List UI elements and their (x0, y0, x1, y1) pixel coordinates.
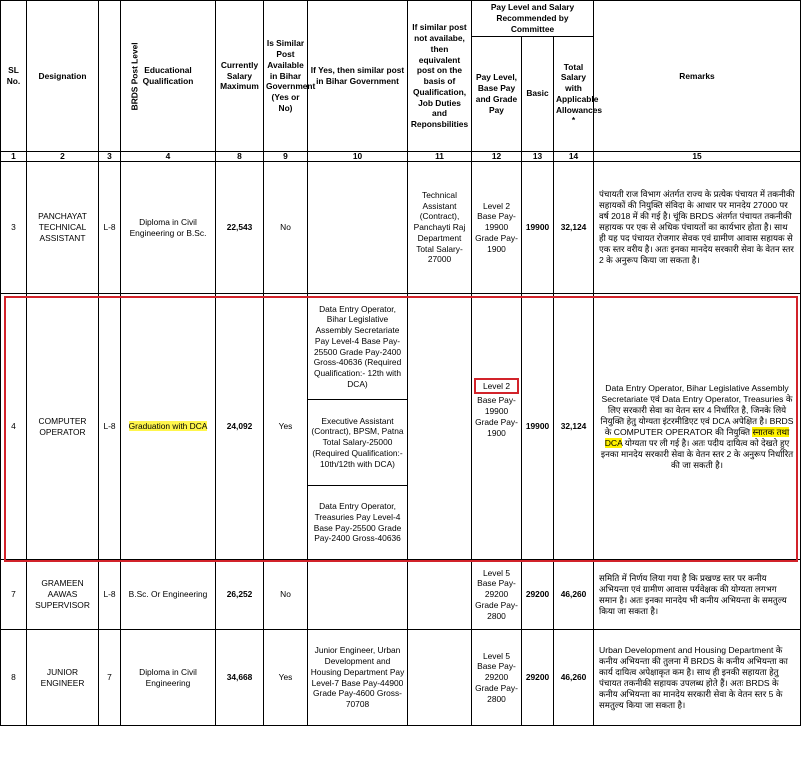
cell-similar-posts (308, 560, 408, 630)
cell-similar-post-1: Data Entry Operator, Bihar Legislative Assembly Secretariate Pay Level-4 Base Pay-25500 Grade Pay-2400 Gross-40636 (Required Qualification:- 12th with DCA) (308, 294, 408, 400)
cell-designation: GRAMEEN AAWAS SUPERVISOR (27, 560, 99, 630)
col-num: 14 (554, 152, 594, 162)
col-num: 4 (121, 152, 216, 162)
cell-level: L-8 (99, 560, 121, 630)
cell-equivalent: Technical Assistant (Contract), Panchayti Raj Department Total Salary-27000 (408, 162, 472, 294)
cell-remarks: Data Entry Operator, Bihar Legislative Assembly Secretariate एवं Data Entry Operator, Treasuries के लिए सरकारी सेवा का वेतन स्तर 4 निर्धारित है, जिनके लिये नियुक्ति हेतु योग्यता इंटरमीडिएट एवं DCA अपेक्षित है। BRDS के COMPUTER OPERATOR की नियुक्ति स्नातक तथा DCA योग्यता पर ली गई है। अतः पदीय दायित्व को देखते हुए इनका मानदेय सरकारी सेवा के वेतन स्तर 2 के अनुरूप निर्धारित की जा सकती है। (594, 294, 801, 560)
cell-level: 7 (99, 630, 121, 726)
cell-remarks: समिति में निर्णय लिया गया है कि प्रखण्ड स्तर पर कनीय अभियन्ता एवं ग्रामीण आवास पर्यवेक्षक की योग्यता लगभग समान है। अतः इनका मानदेय भी कनीय अभियन्ता के समतुल्य किया जा सकता है। (594, 560, 801, 630)
education-highlight: Graduation with DCA (128, 421, 208, 432)
col-num: 3 (99, 152, 121, 162)
col-num: 15 (594, 152, 801, 162)
cell-sl: 4 (1, 294, 27, 560)
cell-similar-post-2: Executive Assistant (Contract), BPSM, Patna Total Salary-25000 (Required Qualification:- 10th/12th with DCA) (308, 400, 408, 486)
header-similar-post: Is Similar Post Available in Bihar Government (Yes or No) (264, 1, 308, 152)
header-education: Educational Qualification (121, 1, 216, 152)
cell-salary: 26,252 (216, 560, 264, 630)
pay-level-highlight: Level 2 (474, 378, 519, 395)
col-num: 1 (1, 152, 27, 162)
cell-remarks: Urban Development and Housing Department के कनीय अभियन्ता की तुलना में BRDS के कनीय अभियन्ता का कार्य दायित्व अपेक्षाकृत कम है। साथ ही इनकी सहायता हेतु पंचायत तकनीकी सहायक उपलब्ध होते हैं। अतः BRDS के कनीय अभियन्ता का मानदेय सरकारी सेवा के वेतन स्तर 5 के समतुल्य किया जा सकता है। (594, 630, 801, 726)
cell-education (121, 294, 216, 560)
cell-education: Diploma in Civil Engineering or B.Sc. (121, 162, 216, 294)
cell-remarks: पंचायती राज विभाग अंतर्गत राज्य के प्रत्येक पंचायत में तकनीकी सहायकों की नियुक्ति संविदा के आधार पर मानदेय 27000 पर वर्ष 2018 में की गई है। चूंकि BRDS अंतर्गत पंचायत तकनीकी सहायक पर एक से अधिक पंचायतों का कार्यभार होता है। साथ ही यह पद पंचायत रोजगार सेवक एवं ग्रामीण आवास सहायक से एक स्तर वरीय है। अतः इनका मानदेय सरकारी सेवा के वेतन स्तर 2 के अनुरूप किया जा सकता है। (594, 162, 801, 294)
cell-basic: 29200 (522, 560, 554, 630)
col-num: 11 (408, 152, 472, 162)
col-num: 2 (27, 152, 99, 162)
cell-similar-post-3: Data Entry Operator, Treasuries Pay Level-4 Base Pay-25500 Grade Pay-2400 Gross-40636 (308, 486, 408, 560)
header-committee: Pay Level and Salary Recommended by Committee (472, 1, 594, 37)
cell-salary: 34,668 (216, 630, 264, 726)
cell-sl: 3 (1, 162, 27, 294)
cell-similar: No (264, 560, 308, 630)
cell-pay-level: Level 2 Base Pay-19900 Grade Pay-1900 (472, 162, 522, 294)
cell-similar-posts (308, 162, 408, 294)
header-total: Total Salary with Applicable Allowances * (554, 36, 594, 151)
cell-total: 46,260 (554, 630, 594, 726)
col-num: 12 (472, 152, 522, 162)
pay-level-detail: Base Pay-19900 Grade Pay-1900 (475, 395, 518, 438)
cell-basic: 19900 (522, 294, 554, 560)
cell-salary: 24,092 (216, 294, 264, 560)
cell-sl: 8 (1, 630, 27, 726)
cell-designation: JUNIOR ENGINEER (27, 630, 99, 726)
cell-salary: 22,543 (216, 162, 264, 294)
col-num: 10 (308, 152, 408, 162)
header-remarks: Remarks (594, 1, 801, 152)
cell-designation: COMPUTER OPERATOR (27, 294, 99, 560)
col-num: 8 (216, 152, 264, 162)
cell-pay-level (472, 294, 522, 560)
cell-similar-posts: Junior Engineer, Urban Development and Housing Department Pay Level-7 Base Pay-44900 Grade Pay-4600 Gross-70708 (308, 630, 408, 726)
cell-equivalent (408, 630, 472, 726)
header-pay-level: Pay Level, Base Pay and Grade Pay (472, 36, 522, 151)
table-row (1, 162, 801, 294)
cell-education: Diploma in Civil Engineering (121, 630, 216, 726)
remarks-highlight: स्नातक तथा DCA (604, 426, 790, 448)
cell-similar: Yes (264, 630, 308, 726)
header-similar-name: If Yes, then similar post in Bihar Government (308, 1, 408, 152)
cell-total: 32,124 (554, 294, 594, 560)
cell-pay-level: Level 5 Base Pay-29200 Grade Pay-2800 (472, 630, 522, 726)
header-basic: Basic (522, 36, 554, 151)
col-num: 13 (522, 152, 554, 162)
cell-equivalent (408, 560, 472, 630)
header-designation: Designation (27, 1, 99, 152)
cell-designation: PANCHAYAT TECHNICAL ASSISTANT (27, 162, 99, 294)
cell-level: L-8 (99, 162, 121, 294)
cell-education: B.Sc. Or Engineering (121, 560, 216, 630)
table-row (1, 630, 801, 726)
table-row (1, 294, 801, 400)
cell-total: 32,124 (554, 162, 594, 294)
header-sl: SL No. (1, 1, 27, 152)
header-salary-max: Currently Salary Maximum (216, 1, 264, 152)
header-brds-level: BRDS Post Level (99, 1, 121, 152)
cell-basic: 29200 (522, 630, 554, 726)
cell-sl: 7 (1, 560, 27, 630)
cell-pay-level: Level 5 Base Pay-29200 Grade Pay-2800 (472, 560, 522, 630)
cell-total: 46,260 (554, 560, 594, 630)
cell-similar: Yes (264, 294, 308, 560)
header-equivalent: If similar post not availabe, then equivalent post on the basis of Qualification, Job Duties and Reponsbilities (408, 1, 472, 152)
table-row (1, 560, 801, 630)
col-num: 9 (264, 152, 308, 162)
cell-basic: 19900 (522, 162, 554, 294)
cell-equivalent (408, 294, 472, 560)
cell-similar: No (264, 162, 308, 294)
cell-level: L-8 (99, 294, 121, 560)
